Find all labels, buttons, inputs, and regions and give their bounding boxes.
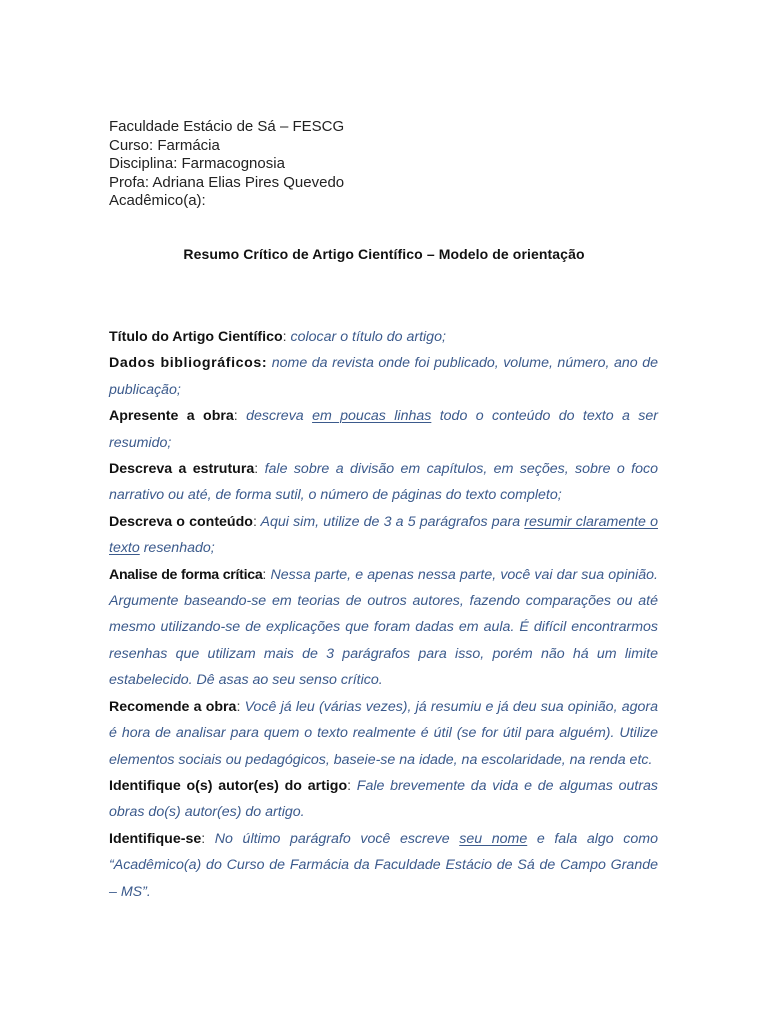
item-label: Identifique-se	[109, 830, 202, 847]
item-bibliographic-data	[109, 350, 658, 403]
item-label: Analise de forma crítica	[109, 566, 263, 583]
item-label: Título do Artigo Científico	[109, 329, 283, 345]
item-description: Nessa parte, e apenas nessa parte, você vai dar sua opinião. Argumente baseando-se em teorias de outros autores, fazendo comparações ou até mesmo utilizando-se de explicações que foram dadas em aula. É difícil encontrarmos resenhas que utilizam mais de 3 parágrafos para isso, porém não há um limite estabelecido. Dê asas ao seu senso crítico.	[109, 566, 658, 689]
item-critical-analysis: Analise de forma crítica: Nessa parte, e apenas nessa parte, você vai dar sua opinião. Argumente baseando-se em teorias de outros autores, fazendo comparações ou até mesmo utilizando-se de explicações que foram dadas em aula. É difícil encontrarmos resenhas que utilizam mais de 3 parágrafos para isso, porém não há um limite estabelecido. Dê asas ao seu senso crítico.	[109, 566, 658, 689]
document-header	[109, 118, 344, 211]
item-description: descreva	[237, 408, 313, 425]
student-line: Acadêmico(a):	[109, 192, 206, 209]
item-recommend-work: Recomende a obra: Você já leu (várias vezes), já resumiu e já deu sua opinião, agora é hora de analisar para quem o texto realmente é útil (se for útil para alguém). Utilize elementos sociais ou pedagógicos, baseie-se na idade, na escolaridade, na renda etc.	[109, 698, 658, 768]
item-description: nome da revista onde foi publicado, volume, número, ano de publicação;	[109, 355, 658, 398]
item-description: No último parágrafo você escreve	[205, 830, 460, 847]
item-description: Aqui sim, utilize de 3 a 5 parágrafos para	[256, 513, 525, 530]
item-label: Identifique o(s) autor(es) do artigo	[109, 777, 348, 794]
professor-line: Profa: Adriana Elias Pires Quevedo	[109, 173, 345, 191]
item-present-work: Apresente a obra: descreva em poucas linhas todo o conteúdo do texto a ser resumido;	[109, 408, 658, 451]
item-describe-structure: Descreva a estrutura: fale sobre a divisão em capítulos, em seções, sobre o foco narrativo ou até, de forma sutil, o número de páginas do texto completo;	[109, 461, 658, 504]
underlined-phrase: seu nome	[459, 830, 528, 847]
item-article-title: Título do Artigo Científico: colocar o título do artigo;	[109, 329, 446, 345]
underlined-phrase: resumir claramente o texto	[109, 513, 658, 557]
document-title: Resumo Crítico de Artigo Científico – Modelo de orientação	[183, 246, 585, 262]
item-description: Você já leu (várias vezes), já resumiu e já deu sua opinião, agora é hora de analisar para quem o texto realmente é útil (se for útil para alguém). Utilize elementos sociais ou pedagógicos, baseie-se na idade, na escolaridade, na renda etc.	[109, 698, 658, 768]
item-describe-content: Descreva o conteúdo: Aqui sim, utilize de 3 a 5 parágrafos para resumir claramente o texto resenhado;	[109, 513, 658, 557]
item-label: Descreva o conteúdo	[109, 513, 253, 530]
discipline-line: Disciplina: Farmacognosia	[109, 155, 285, 172]
guideline-list	[109, 324, 658, 905]
item-label: Descreva a estrutura	[109, 461, 255, 478]
item-label: Apresente a obra	[109, 408, 234, 425]
item-identify-authors: Identifique o(s) autor(es) do artigo: Fale brevemente da vida e de algumas outras obras do(s) autor(es) do artigo.	[109, 777, 658, 821]
item-description: Fale brevemente da vida e de algumas outras obras do(s) autor(es) do artigo.	[109, 777, 658, 821]
item-label: Recomende a obra	[109, 698, 237, 715]
item-label: Dados bibliográficos:	[109, 355, 268, 372]
item-description: colocar o título do artigo;	[286, 329, 446, 345]
item-identify-yourself: Identifique-se: No último parágrafo você escreve seu nome e fala algo como “Acadêmico(a) do Curso de Farmácia da Faculdade Estácio de Sá de Campo Grande – MS”.	[109, 830, 658, 900]
institution-line: Faculdade Estácio de Sá – FESCG	[109, 118, 345, 135]
item-description: fale sobre a divisão em capítulos, em seções, sobre o foco narrativo ou até, de forma sutil, o número de páginas do texto completo;	[109, 461, 658, 504]
course-line: Curso: Farmácia	[109, 136, 220, 154]
underlined-phrase: em poucas linhas	[312, 408, 432, 425]
